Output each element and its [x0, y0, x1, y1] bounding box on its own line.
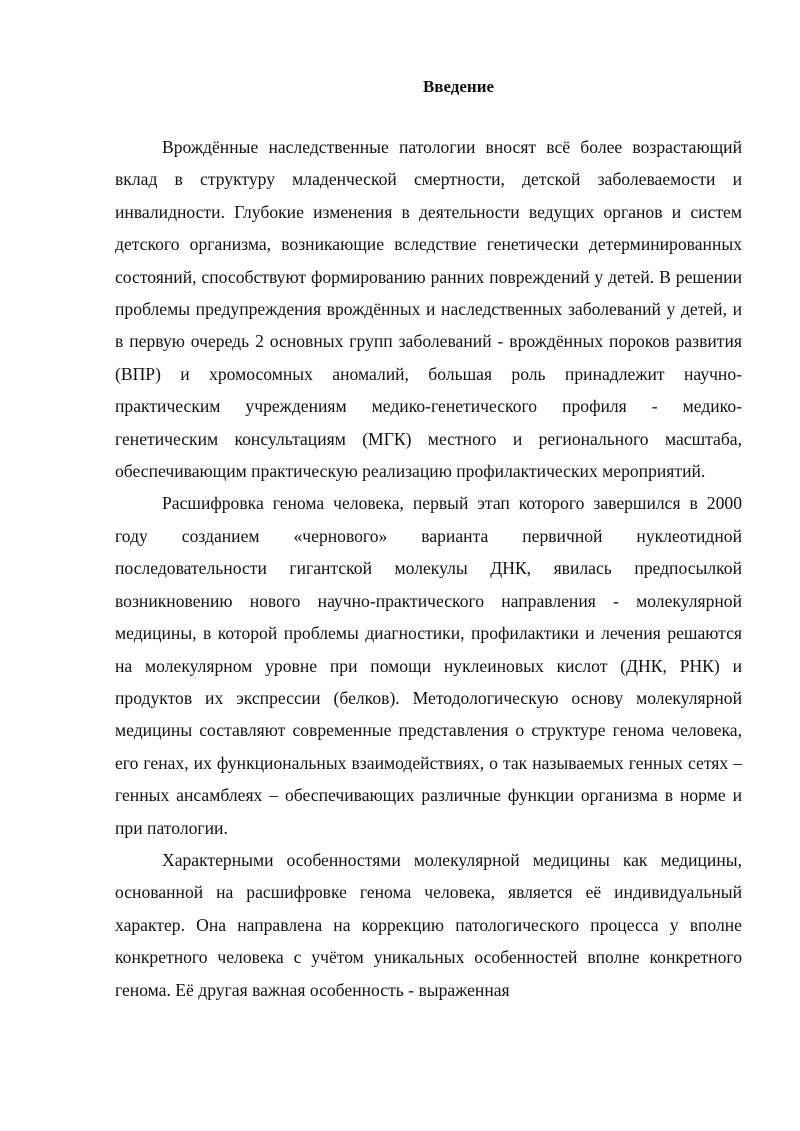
paragraph-1: Врождённые наследственные патологии вносят всё более возрастающий вклад в структуру младенческой смертности, детской заболеваемости и инвалидности. Глубокие изменения в деятельности ведущих органов и систем детского организма, возникающие вследствие генетически детерминированных состояний, способствуют формированию ранних повреждений у детей. В решении проблемы предупреждения врождённых и наследственных заболеваний у детей, и в первую очередь 2 основных групп заболеваний - врождённых пороков развития (ВПР) и хромосомных аномалий, большая роль принадлежит научно-практическим учреждениям медико-генетического профиля - медико-генетическим консультациям (МГК) местного и регионального масштаба, обеспечивающим практическую реализацию профилактических мероприятий. — [115, 137, 742, 482]
paragraph-3: Характерными особенностями молекулярной медицины как медицины, основанной на расшифровке генома человека, является её индивидуальный характер. Она направлена на коррекцию патологического процесса у вполне конкретного человека с учётом уникальных особенностей вполне конкретного генома. Её другая важная особенность - выраженная — [115, 849, 742, 1000]
section-heading: Введение — [422, 77, 495, 96]
paragraph-2: Расшифровка генома человека, первый этап которого завершился в 2000 году созданием «чернового» варианта первичной нуклеотидной последовательности гигантской молекулы ДНК, явилась предпосылкой возникновению нового научно-практического направления - молекулярной медицины, в которой проблемы диагностики, профилактики и лечения решаются на молекулярном уровне при помощи нуклеиновых кислот (ДНК, РНК) и продуктов их экспрессии (белков). Методологическую основу молекулярной медицины составляют современные представления о структуре генома человека, его генах, их функциональных взаимодействиях, о так называемых генных сетях – генных ансамблеях – обеспечивающих различные функции организма в норме и при патологии. — [115, 493, 742, 838]
